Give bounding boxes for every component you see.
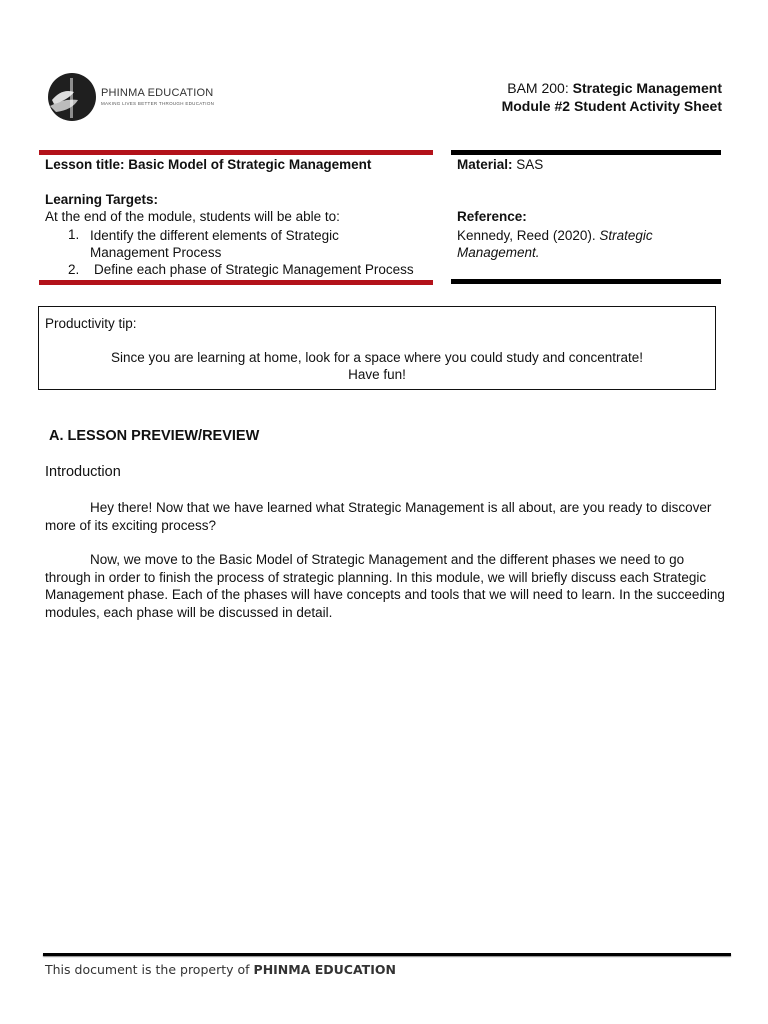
target-number: 1. xyxy=(68,227,80,242)
productivity-tip-label: Productivity tip: xyxy=(45,316,137,331)
lesson-title-label: Lesson title: xyxy=(45,157,125,172)
red-divider-top xyxy=(39,150,433,155)
material-label: Material: xyxy=(457,157,513,172)
material xyxy=(457,157,543,172)
paragraph: Now, we move to the Basic Model of Strategic Management and the different phases we need to go through in order to finish the process of strategic planning. In this module, we will briefly discuss each Strategic Management phase. Each of the phases will have concepts and tools that we will need to learn. In the succeeding modules, each phase will be discussed in detail. xyxy=(45,552,725,620)
black-divider-bottom xyxy=(451,279,721,284)
section-heading: A. LESSON PREVIEW/REVIEW xyxy=(49,428,260,444)
black-divider-top xyxy=(451,150,721,155)
reference-title: Strategic Management. xyxy=(457,228,653,260)
target-text: Define each phase of Strategic Management Process xyxy=(94,262,414,277)
introduction-heading: Introduction xyxy=(45,464,121,480)
footer-text xyxy=(45,962,396,977)
productivity-tip-text xyxy=(38,349,716,383)
learning-targets-heading: Learning Targets: xyxy=(45,192,159,207)
target-number: 2. xyxy=(68,262,80,277)
tip-line-2: Have fun! xyxy=(348,367,406,382)
material-value: SAS xyxy=(516,157,544,172)
course-title xyxy=(507,80,722,96)
red-divider-bottom xyxy=(39,280,433,285)
logo-tagline-text: MAKING LIVES BETTER THROUGH EDUCATION xyxy=(101,101,215,106)
reference-author: Kennedy, Reed (2020). xyxy=(457,228,596,243)
tip-line-1: Since you are learning at home, look for a space where you could study and concentrate! xyxy=(110,350,644,365)
logo-brand-text: PHINMA EDUCATION xyxy=(101,87,214,99)
reference-text xyxy=(457,227,707,261)
course-code: BAM 200: xyxy=(507,80,569,96)
footer-note: This document is the property of xyxy=(45,962,250,977)
course-name: Strategic Management xyxy=(572,80,722,96)
paragraph: Hey there! Now that we have learned what Strategic Management is all about, are you ready to discover more of its exciting process? xyxy=(45,500,712,533)
footer-divider xyxy=(43,953,731,956)
learning-targets-intro: At the end of the module, students will be able to: xyxy=(45,209,340,224)
module-title: Module #2 Student Activity Sheet xyxy=(501,98,722,114)
target-text: Identify the different elements of Strategic Management Process xyxy=(90,228,339,260)
lesson-title xyxy=(45,157,371,172)
footer-owner: PHINMA EDUCATION xyxy=(253,962,396,977)
reference-heading: Reference: xyxy=(457,209,527,224)
lesson-title-value: Basic Model of Strategic Management xyxy=(128,157,372,172)
